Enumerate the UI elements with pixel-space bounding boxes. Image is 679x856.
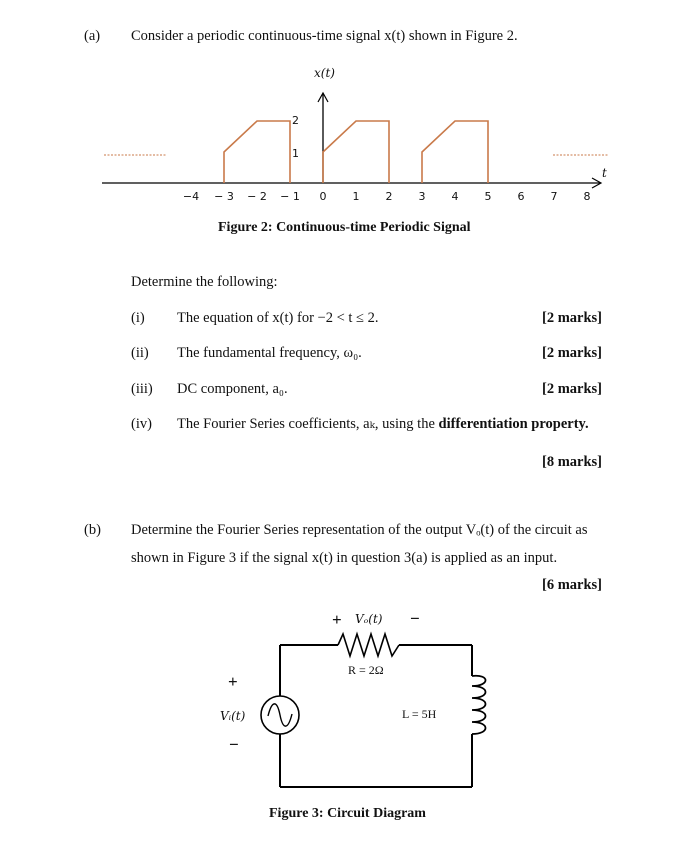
part-a-label: (a) bbox=[84, 28, 101, 44]
q1-marks: [2 marks] bbox=[542, 310, 603, 326]
q2-marks: [2 marks] bbox=[542, 345, 603, 361]
ac-source-sine-icon bbox=[268, 704, 292, 726]
inductor-label: L = 5H bbox=[402, 707, 437, 721]
part-b-line1: Determine the Fourier Series representation of the output Vₒ(t) of the circuit as bbox=[131, 522, 588, 538]
q1-number: (i) bbox=[131, 310, 145, 326]
vi-label: Vᵢ(t) bbox=[220, 709, 246, 723]
q2-text: The fundamental frequency, ω₀. bbox=[177, 345, 362, 361]
part-b-marks: [6 marks] bbox=[542, 577, 603, 593]
x-tick-label: 3 bbox=[418, 190, 426, 203]
x-tick-label: − 3 bbox=[214, 190, 234, 203]
x-axis-label: t bbox=[602, 166, 607, 180]
resistor-label: R = 2Ω bbox=[348, 663, 384, 677]
q1-text: The equation of x(t) for −2 < t ≤ 2. bbox=[177, 310, 379, 326]
part-b-label: (b) bbox=[84, 522, 101, 538]
q3-marks: [2 marks] bbox=[542, 381, 603, 397]
y-tick-2: 2 bbox=[292, 114, 299, 127]
figure-2-caption: Figure 2: Continuous-time Periodic Signal bbox=[218, 220, 471, 235]
y-axis-label: x(t) bbox=[314, 66, 335, 80]
vo-minus-sign: − bbox=[410, 609, 420, 628]
determine-text: Determine the following: bbox=[131, 274, 278, 290]
vi-plus-sign: + bbox=[228, 672, 238, 691]
x-tick-label: 4 bbox=[451, 190, 459, 203]
part-a-intro: Consider a periodic continuous-time signal x(t) shown in Figure 2. bbox=[131, 28, 518, 44]
x-tick-label: 8 bbox=[583, 190, 591, 203]
q4-text-bold: differentiation property. bbox=[438, 416, 589, 432]
resistor-symbol bbox=[338, 634, 399, 656]
q4-text-plain: The Fourier Series coefficients, aₖ, using the bbox=[177, 416, 439, 432]
q3-number: (iii) bbox=[131, 381, 153, 397]
q4-number: (iv) bbox=[131, 416, 152, 432]
q4-marks: [8 marks] bbox=[542, 454, 603, 470]
vo-plus-sign: + bbox=[332, 610, 342, 629]
part-b-line2: shown in Figure 3 if the signal x(t) in question 3(a) is applied as an input. bbox=[131, 550, 558, 566]
q2-number: (ii) bbox=[131, 345, 149, 361]
x-tick-label: 5 bbox=[484, 190, 492, 203]
vi-minus-sign: − bbox=[229, 735, 239, 754]
inductor-symbol bbox=[472, 676, 486, 734]
x-tick-label: 0 bbox=[319, 190, 327, 203]
x-tick-label: − 1 bbox=[280, 190, 300, 203]
x-tick-label: 2 bbox=[385, 190, 393, 203]
q3-text: DC component, a₀. bbox=[177, 381, 288, 397]
x-tick-label: − 2 bbox=[247, 190, 267, 203]
x-tick-label: 6 bbox=[517, 190, 525, 203]
x-tick-label: 7 bbox=[550, 190, 558, 203]
vo-label: Vₒ(t) bbox=[355, 612, 383, 626]
x-tick-label: 1 bbox=[352, 190, 360, 203]
y-tick-1: 1 bbox=[292, 147, 299, 160]
figure-3-caption: Figure 3: Circuit Diagram bbox=[269, 806, 426, 821]
x-tick-label: −4 bbox=[182, 190, 200, 203]
